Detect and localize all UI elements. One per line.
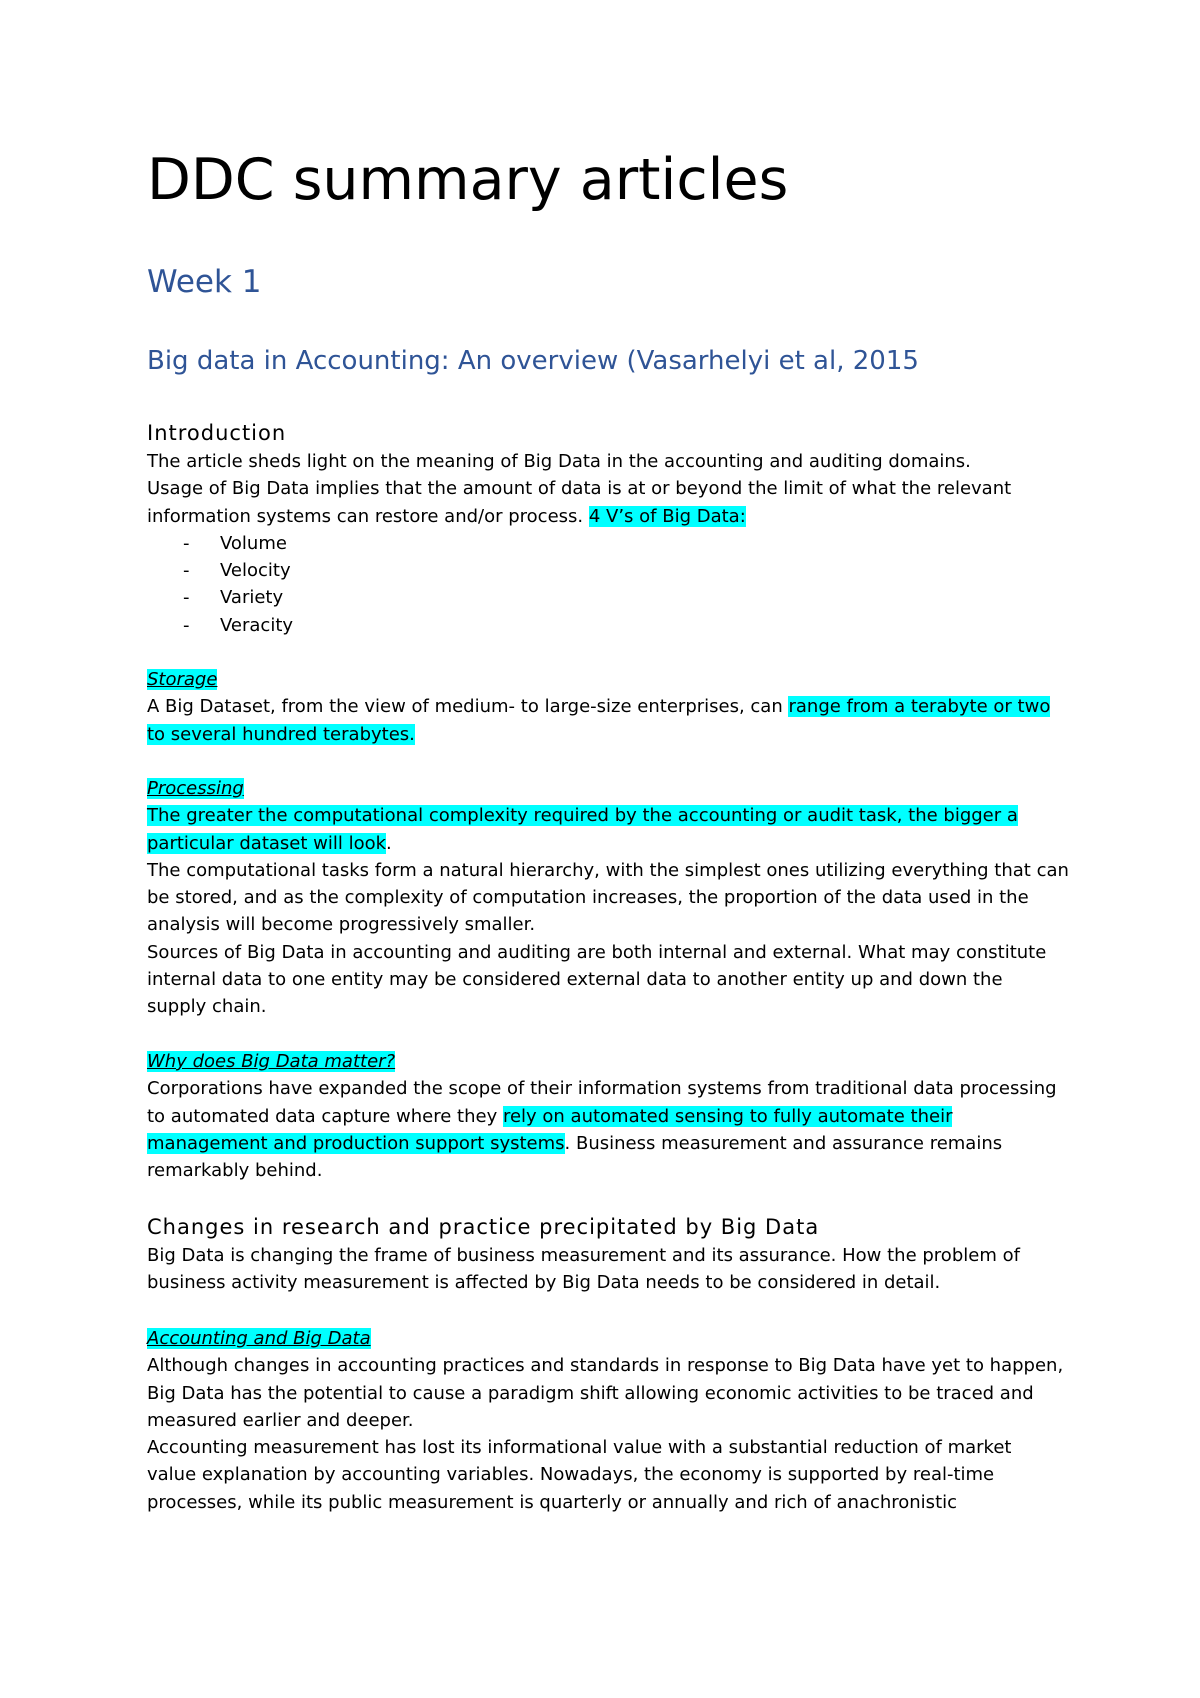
processing-text: . — [386, 832, 392, 854]
highlighted-text: 4 V’s of Big Data: — [588, 505, 746, 527]
why-text: . Business measurement and assurance remains — [564, 1132, 1003, 1154]
accounting-line: Big Data has the potential to cause a paradigm shift allowing economic activities to be traced and — [147, 1382, 1034, 1404]
storage-text: A Big Dataset, from the view of medium- to large-size enterprises, can — [147, 696, 789, 718]
processing-line: The computational tasks form a natural hierarchy, with the simplest ones utilizing everything that can — [147, 859, 1069, 881]
dash-bullet: - — [183, 587, 190, 609]
storage-heading: Storage — [147, 669, 218, 690]
accounting-line: Accounting measurement has lost its informational value with a substantial reduction of market — [147, 1437, 1012, 1459]
list-item — [147, 557, 1072, 584]
accounting-heading: Accounting and Big Data — [147, 1328, 371, 1349]
why-line: remarkably behind. — [147, 1160, 323, 1182]
why-section — [147, 1048, 1072, 1184]
processing-heading: Processing — [147, 778, 244, 799]
processing-heading-line — [147, 775, 1072, 802]
processing-line — [147, 802, 1072, 829]
highlighted-text: The greater the computational complexity required by the accounting or audit task, the bigger a — [147, 805, 1018, 827]
why-line — [147, 1103, 1072, 1130]
why-text: to automated data capture where they — [147, 1105, 503, 1127]
processing-section — [147, 775, 1072, 1021]
storage-section — [147, 666, 1072, 748]
why-line — [147, 1130, 1072, 1157]
changes-section — [147, 1212, 1072, 1297]
accounting-line: Although changes in accounting practices and standards in response to Big Data have yet to happen, — [147, 1355, 1064, 1377]
highlighted-text: management and production support systems — [147, 1132, 565, 1154]
changes-line: Big Data is changing the frame of business measurement and its assurance. How the problem of — [147, 1245, 1020, 1266]
introduction-section — [147, 418, 1072, 639]
dash-bullet: - — [183, 532, 190, 554]
accounting-heading-line — [147, 1325, 1072, 1352]
intro-line — [147, 503, 1072, 530]
storage-heading-line — [147, 666, 1072, 693]
processing-line: Sources of Big Data in accounting and auditing are both internal and external. What may constitute — [147, 941, 1047, 963]
why-heading: Why does Big Data matter? — [147, 1051, 396, 1072]
document-title: DDC summary articles — [147, 147, 789, 213]
processing-line: analysis will become progressively smaller. — [147, 914, 536, 936]
list-item-label: Veracity — [220, 614, 294, 636]
v-list — [147, 530, 1072, 639]
why-heading-line — [147, 1048, 1072, 1075]
article-title: Big data in Accounting: An overview (Vasarhelyi et al, 2015 — [147, 346, 919, 376]
changes-heading: Changes in research and practice precipitated by Big Data — [147, 1215, 820, 1239]
accounting-line: value explanation by accounting variables. Nowadays, the economy is supported by real-time — [147, 1464, 995, 1486]
week-heading: Week 1 — [147, 264, 262, 300]
changes-line: business activity measurement is affected by Big Data needs to be considered in detail. — [147, 1272, 941, 1294]
accounting-line: processes, while its public measurement is quarterly or annually and rich of anachronistic — [147, 1491, 958, 1513]
list-item-label: Variety — [220, 587, 284, 609]
intro-text: information systems can restore and/or process. — [147, 505, 589, 527]
list-item — [147, 584, 1072, 611]
highlighted-text: to several hundred terabytes. — [147, 723, 415, 745]
introduction-heading: Introduction — [147, 421, 287, 445]
highlighted-text: range from a terabyte or two — [788, 696, 1051, 718]
processing-line: be stored, and as the complexity of computation increases, the proportion of the data used in the — [147, 887, 1029, 909]
storage-line — [147, 721, 1072, 748]
intro-line: The article sheds light on the meaning of Big Data in the accounting and auditing domains. — [147, 451, 971, 472]
dash-bullet: - — [183, 614, 190, 636]
processing-line: internal data to one entity may be considered external data to another entity up and down the — [147, 969, 1003, 991]
list-item-label: Velocity — [220, 560, 291, 582]
why-line: Corporations have expanded the scope of their information systems from traditional data processing — [147, 1078, 1057, 1100]
list-item — [147, 612, 1072, 639]
storage-line — [147, 693, 1072, 720]
processing-line: supply chain. — [147, 996, 267, 1018]
list-item-label: Volume — [220, 532, 287, 554]
highlighted-text: particular dataset will look — [147, 832, 387, 854]
highlighted-text: rely on automated sensing to fully automate their — [502, 1105, 953, 1127]
processing-line — [147, 830, 1072, 857]
intro-line: Usage of Big Data implies that the amount of data is at or beyond the limit of what the relevant — [147, 478, 1012, 500]
accounting-section — [147, 1325, 1072, 1516]
accounting-line: measured earlier and deeper. — [147, 1409, 414, 1431]
list-item — [147, 530, 1072, 557]
dash-bullet: - — [183, 560, 190, 582]
